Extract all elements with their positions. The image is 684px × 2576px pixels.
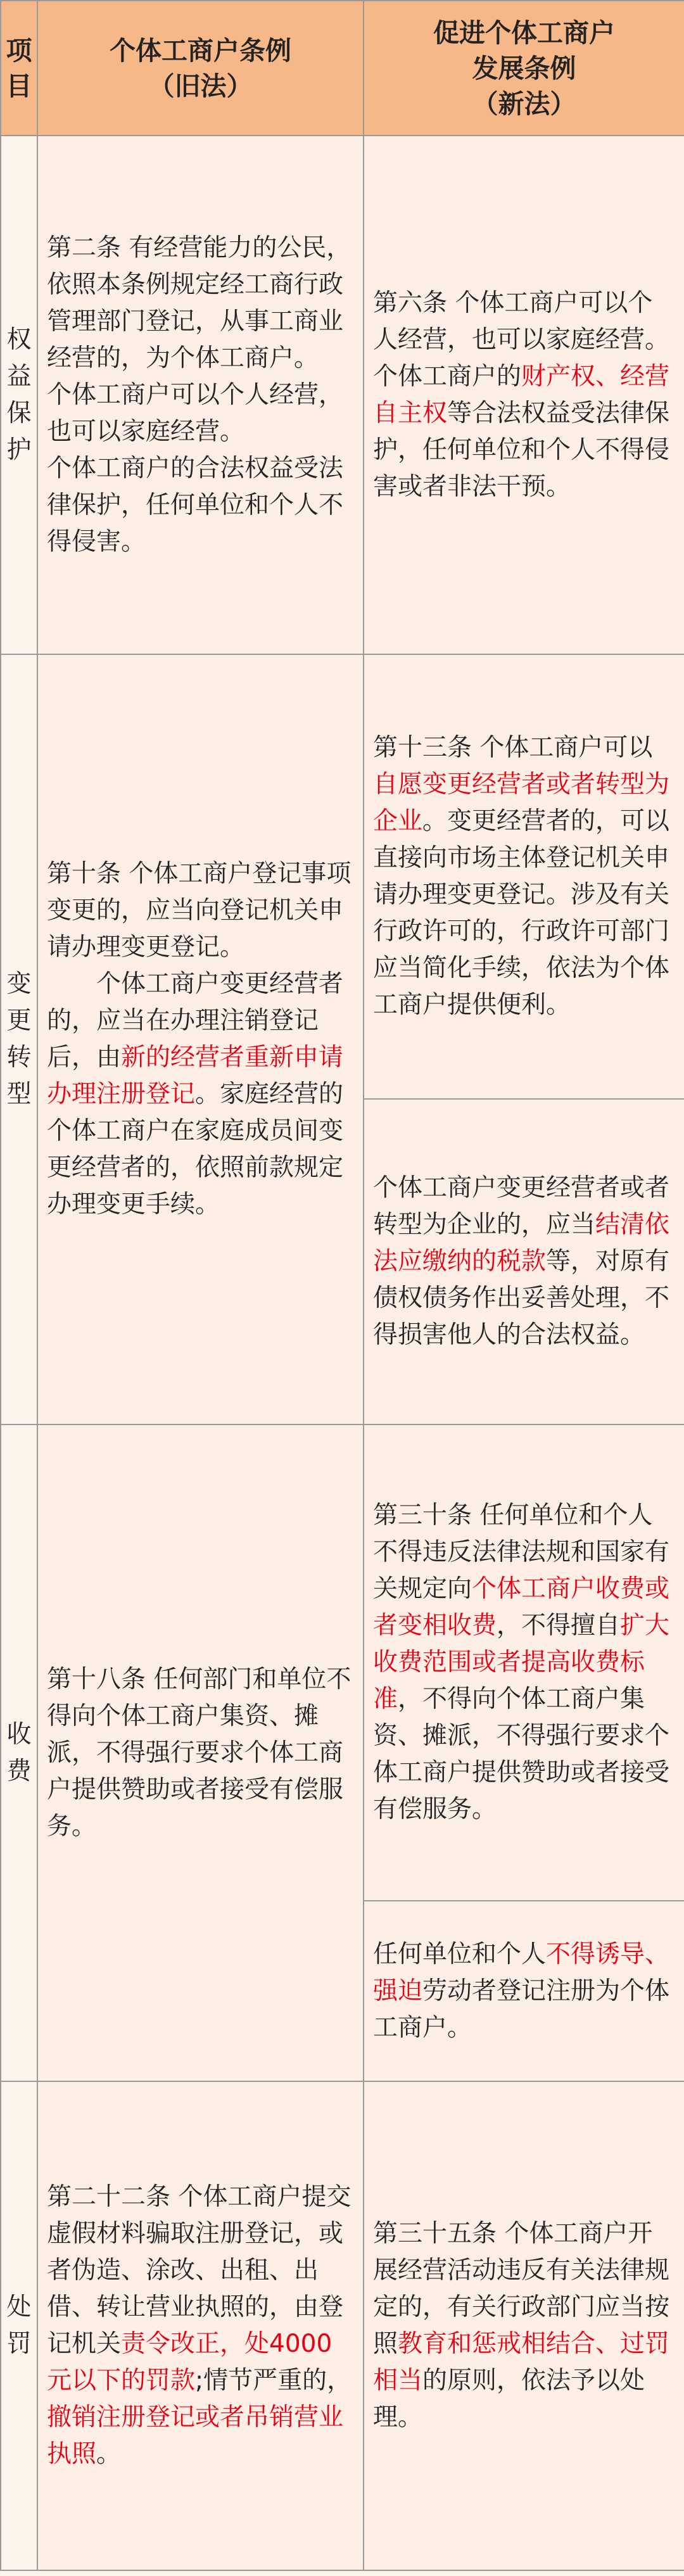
- old-penalty: [37, 2081, 364, 2570]
- old-change: [37, 654, 364, 1424]
- new-change-1c: 。变更经营者的，可以直接向市场主体登记机关申请办理变更登记。涉及有关行政许可的，行政许可部门应当简化手续，依法为个体工商户提供便利。: [373, 807, 670, 1019]
- old-rights-p3: 个体工商户的合法权益受法律保护，任何单位和个人不得侵害。: [47, 454, 344, 556]
- new-penalty-a: 第三十五条 个体工商户开展经营活动违反有关法律规定的，有关行政部门应当按照: [373, 2219, 670, 2358]
- old-penalty-a: 第二十二条 个体工商户提交虚假材料骗取注册登记，或者伪造、涂改、出租、出借、转让营业执照的，由登记机关: [47, 2183, 352, 2358]
- old-penalty-highlight-a: 责令改正，处4000元以下的罚款: [47, 2330, 332, 2395]
- category-fees: 收费: [1, 1424, 37, 2081]
- new-rights-c: 等合法权益受法律保护，任何单位和个人不得侵害或者非法干预。: [373, 398, 670, 501]
- header-old-law: [37, 1, 364, 136]
- new-fees-1e: ，不得向个体工商户集资、摊派，不得强行要求个体工商户提供赞助或者接受有偿服务。: [373, 1685, 670, 1824]
- old-change-highlight: 新的经营者重新申请办理注册登记: [47, 1043, 344, 1108]
- row-rights: [1, 136, 684, 654]
- header-new-title-1: 促进个体工商户: [433, 17, 615, 48]
- new-rights-a: 第六条 个体工商户可以个人经营，也可以家庭经营。个体工商户的: [373, 288, 670, 391]
- new-rights: [364, 136, 684, 654]
- row-fees-1: [1, 1424, 684, 1901]
- old-fees-p1: 第十八条 任何部门和单位不得向个体工商户集资、摊派，不得强行要求个体工商户提供赞助或者接受有偿服务。: [47, 1665, 352, 1841]
- new-rights-highlight: 财产权、经营自主权: [373, 362, 670, 428]
- old-change-p2c: 。家庭经营的个体工商户在家庭成员间变更经营者的，依照前款规定办理变更手续。: [47, 1080, 344, 1219]
- header-new-sub: （新法）: [472, 88, 576, 119]
- new-change-2a: 个体工商户变更经营者或者转型为企业的，应当: [373, 1174, 670, 1239]
- new-fees-1c: ，不得擅自: [497, 1611, 621, 1640]
- old-penalty-c: ;情节严重的，: [195, 2366, 352, 2395]
- new-fees-2-highlight: 不得诱导、强迫: [373, 1939, 670, 2005]
- new-fees-2: [364, 1901, 684, 2081]
- old-change-p1: 第十条 个体工商户登记事项变更的，应当向登记机关申请办理变更登记。: [47, 860, 352, 961]
- new-penalty-highlight: 教育和惩戒相结合、过罚相当: [373, 2330, 670, 2395]
- new-change-1a: 第十三条 个体工商户可以: [373, 733, 653, 762]
- row-penalty: [1, 2081, 684, 2570]
- category-change: 变更转型: [1, 654, 37, 1424]
- header-new-law: [364, 1, 684, 136]
- new-fees-2a: 任何单位和个人: [373, 1939, 547, 1969]
- new-penalty-c: 的原则，依法予以处理。: [373, 2366, 645, 2432]
- header-row: [1, 1, 684, 136]
- row-change-1: [1, 654, 684, 1099]
- category-penalty: 处罚: [1, 2081, 37, 2570]
- new-fees-1-highlight-a: 个体工商户收费或者变相收费: [373, 1575, 670, 1640]
- new-fees-1a: 第三十条 任何单位和个人不得违反法律法规和国家有关规定向: [373, 1501, 670, 1603]
- new-change-1-highlight: 自愿变更经营者或者转型为企业: [373, 770, 670, 835]
- new-fees-1: [364, 1424, 684, 1901]
- old-rights-p2: 个体工商户可以个人经营，也可以家庭经营。: [47, 380, 344, 446]
- header-old-sub: （旧法）: [148, 70, 253, 101]
- header-item: 项目: [1, 1, 37, 136]
- old-rights-p1: 第二条 有经营能力的公民，依照本条例规定经工商行政管理部门登记，从事工商业经营的，为个体工商户。: [47, 233, 352, 372]
- old-penalty-highlight-b: 撤销注册登记或者吊销营业执照: [47, 2403, 344, 2468]
- new-penalty: [364, 2081, 684, 2570]
- new-change-2c: 等，对原有债权债务作出妥善处理，不得损害他人的合法权益。: [373, 1247, 670, 1349]
- new-change-2-highlight: 结清依法应缴纳的税款: [373, 1210, 670, 1276]
- old-change-p2: [47, 966, 354, 1223]
- new-fees-2c: 劳动者登记注册为个体工商户。: [373, 1976, 670, 2042]
- new-change-2: [364, 1099, 684, 1424]
- new-change-1: [364, 654, 684, 1099]
- old-penalty-e: 。: [96, 2440, 122, 2468]
- old-rights: [37, 136, 364, 654]
- new-fees-1-highlight-b: 扩大收费范围或者提高收费标准: [373, 1611, 670, 1713]
- header-old-title: 个体工商户条例: [110, 35, 291, 66]
- category-rights: 权益保护: [1, 136, 37, 654]
- old-fees: [37, 1424, 364, 2081]
- header-new-title-2: 发展条例: [472, 53, 576, 84]
- old-change-p2a: 个体工商户变更经营者的，应当在办理注销登记后，由: [47, 970, 344, 1072]
